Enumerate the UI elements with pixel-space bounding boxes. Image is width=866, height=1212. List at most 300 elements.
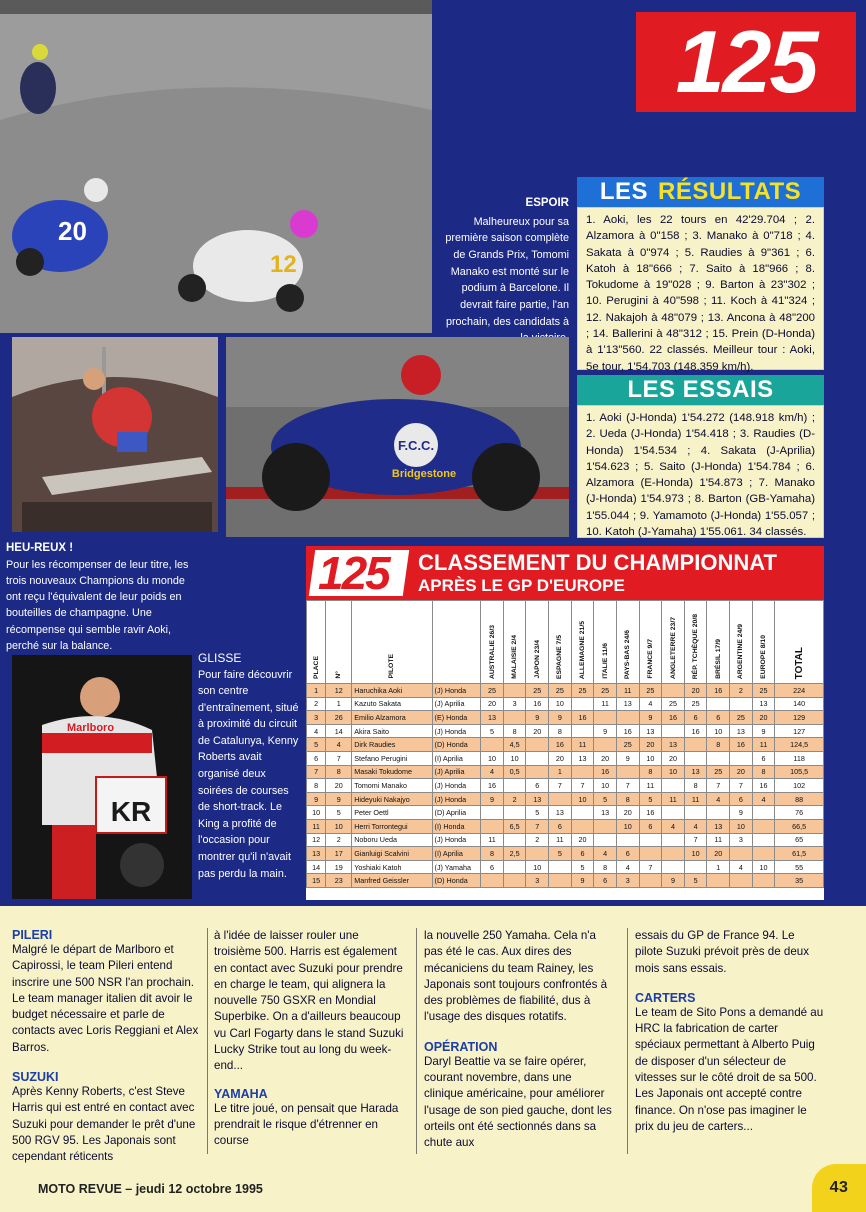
table-cell: (D) Honda: [432, 738, 481, 752]
table-header-cell: [616, 601, 639, 684]
table-cell: 105,5: [775, 765, 824, 779]
table-cell: 20: [481, 697, 504, 711]
table-cell: 11: [752, 738, 775, 752]
table-cell: 2: [326, 833, 352, 847]
table-cell: [752, 833, 775, 847]
table-cell: 11: [307, 819, 326, 833]
table-header-label: TOTAL: [793, 646, 805, 679]
table-cell: 9: [662, 874, 685, 888]
table-header-cell: [307, 601, 326, 684]
table-cell: 11: [549, 833, 572, 847]
table-cell: [684, 751, 707, 765]
plate-kr: KR: [110, 796, 152, 827]
table-cell: 12: [326, 684, 352, 698]
table-row: [307, 833, 824, 847]
table-header-label: RÉP. TCHÈQUE 20/8: [692, 613, 700, 679]
column-divider: [416, 928, 417, 1154]
col-1: [12, 926, 202, 1166]
table-header-cell: [526, 601, 549, 684]
table-cell: 8: [616, 792, 639, 806]
table-cell: Manfred Geissler: [352, 874, 432, 888]
table-cell: 20: [526, 724, 549, 738]
table-cell: 66,5: [775, 819, 824, 833]
table-cell: 7: [549, 779, 572, 793]
table-cell: 6: [481, 860, 504, 874]
table-cell: [616, 765, 639, 779]
table-cell: 16: [752, 779, 775, 793]
table-cell: [481, 738, 504, 752]
table-cell: 10: [662, 765, 685, 779]
col-text-suzuki: Après Kenny Roberts, c'est Steve Harris qui est entré en contact avec Suzuki pour demander le prêt d'une 500 RGV 95. Les Japonais sont cependant réticents: [12, 1085, 196, 1164]
table-cell: 8: [326, 765, 352, 779]
table-cell: 8: [639, 765, 662, 779]
essais-header-text: LES ESSAIS: [627, 376, 774, 403]
table-cell: 11: [684, 792, 707, 806]
table-cell: 8: [684, 779, 707, 793]
table-cell: 16: [662, 711, 685, 725]
table-cell: (J) Honda: [432, 833, 481, 847]
table-row: [307, 819, 824, 833]
table-cell: 11: [616, 684, 639, 698]
table-cell: 5: [326, 806, 352, 820]
table-cell: [662, 860, 685, 874]
table-cell: [526, 738, 549, 752]
table-cell: 65: [775, 833, 824, 847]
table-cell: 3: [503, 697, 526, 711]
table-cell: [526, 751, 549, 765]
table-cell: [594, 738, 617, 752]
table-cell: 13: [639, 724, 662, 738]
table-cell: 9: [526, 711, 549, 725]
table-cell: 11: [594, 697, 617, 711]
table-cell: Noboru Ueda: [352, 833, 432, 847]
table-header-cell: [730, 601, 753, 684]
table-header-label: BRÉSIL 17/9: [714, 639, 722, 679]
table-cell: 13: [481, 711, 504, 725]
table-cell: 7: [326, 751, 352, 765]
table-cell: 4: [639, 697, 662, 711]
table-cell: 8: [307, 779, 326, 793]
table-cell: 3: [307, 711, 326, 725]
col-title-carters: CARTERS: [635, 990, 696, 1005]
table-cell: 224: [775, 684, 824, 698]
table-cell: 10: [616, 819, 639, 833]
table-cell: 2: [730, 684, 753, 698]
table-header-label: ALLEMAGNE 21/5: [579, 620, 586, 679]
table-cell: 13: [662, 738, 685, 752]
table-header-cell: [549, 601, 572, 684]
table-cell: 129: [775, 711, 824, 725]
table-header-label: AUSTRALIE 26/3: [488, 624, 496, 679]
table-cell: (J) Honda: [432, 684, 481, 698]
col-text-operation: Daryl Beattie va se faire opérer, courant novembre, dans une clinique américaine, pour améliorer l'usage de son pied gauche, dont les orteils ont été sectionnés dans sa chute aux: [424, 1054, 612, 1150]
table-cell: (D) Honda: [432, 874, 481, 888]
table-cell: 2: [526, 833, 549, 847]
table-cell: 1: [549, 765, 572, 779]
table-cell: Herri Torrontegui: [352, 819, 432, 833]
table-cell: 20: [594, 751, 617, 765]
table-cell: [752, 819, 775, 833]
table-cell: Peter Oettl: [352, 806, 432, 820]
table-cell: 10: [326, 819, 352, 833]
classement-table-wrap: [306, 600, 824, 900]
photo-race-track: [0, 0, 432, 333]
col-3: [424, 928, 614, 1152]
bike-number-20: 20: [58, 216, 87, 246]
table-cell: 4: [662, 819, 685, 833]
table-header-label: ARGENTINE 24/9: [737, 623, 745, 679]
table-header-cell: [639, 601, 662, 684]
footer-page-number: 43: [829, 1179, 849, 1196]
category-badge-125-text: 125: [675, 12, 817, 111]
col-text-carters: Le team de Sito Pons a demandé au HRC la fabrication de carter spéciaux permettant à Alberto Puig de disposer d'un sélecteur de vitesses sur le côté droit de sa 500. Les Japonais ont accepté contre finance. On n'ose pas imaginer le prix du jeu de carters...: [635, 1005, 824, 1133]
table-cell: 9: [639, 711, 662, 725]
caption-glisse-text: Pour faire découvrir son centre d'entraînement, situé à proximité du circuit de Catalunya, Kenny Roberts avait organisé deux soirées de courses de short-track. Le King a profité de l'occasion pour montrer qu'il n'avait pas perdu la main.: [198, 668, 299, 880]
table-row: [307, 697, 824, 711]
table-cell: 4: [684, 819, 707, 833]
caption-glisse: [198, 650, 302, 882]
table-row: [307, 738, 824, 752]
table-cell: 16: [526, 697, 549, 711]
table-cell: [594, 819, 617, 833]
table-cell: 25: [684, 697, 707, 711]
table-header-cell: [352, 601, 432, 684]
table-row: [307, 779, 824, 793]
table-cell: [707, 751, 730, 765]
table-cell: 1: [307, 684, 326, 698]
table-cell: 11: [481, 833, 504, 847]
table-cell: [662, 847, 685, 861]
table-cell: 2,5: [503, 847, 526, 861]
table-cell: [594, 833, 617, 847]
table-cell: 7: [639, 860, 662, 874]
table-cell: [639, 833, 662, 847]
table-row: [307, 711, 824, 725]
resultats-text: 1. Aoki, les 22 tours en 42'29.704 ; 2. Alzamora à 0"158 ; 3. Manako à 0"718 ; 4. Sakata à 0"974 ; 5. Raudies à 9"361 ; 6. Katoh à 18"666 ; 7. Saito à 18"966 ; 8. Tokudome à 19"028 ; 9. Barton à 23"302 ; 10. Perugini à 40"598 ; 11. Koch à 41"324 ; 12. Nakajoh à 48"079 ; 13. Ancona à 48"200 ; 14. Ballerini à 48"312 ; 15. Prein (D-Honda) à 1'13"560. 22 classés. Meilleur tour : Aoki, 5e tour, 1'54.703 (148.359 km/h).: [586, 214, 815, 373]
caption-espoir-text: Malheureux pour sa première saison complète de Grands Prix, Tomomi Manako est monté sur le podium à Barcelone. Il devrait faire partie, l'an prochain, des candidats à: [445, 215, 569, 328]
table-cell: 5: [594, 792, 617, 806]
table-cell: Kazuto Sakata: [352, 697, 432, 711]
table-cell: 6: [594, 874, 617, 888]
table-cell: 10: [503, 751, 526, 765]
table-cell: 15: [307, 874, 326, 888]
table-cell: [503, 806, 526, 820]
table-cell: [707, 874, 730, 888]
table-cell: 20: [662, 751, 685, 765]
caption-glisse-title: GLISSE: [198, 651, 242, 665]
table-cell: [503, 711, 526, 725]
table-header-label: PLACE: [312, 655, 320, 679]
table-cell: [549, 860, 572, 874]
table-cell: 4: [752, 792, 775, 806]
table-cell: 6,5: [503, 819, 526, 833]
table-cell: 9: [616, 751, 639, 765]
caption-espoir-title: ESPOIR: [525, 197, 569, 209]
table-cell: 11: [707, 833, 730, 847]
table-cell: 16: [684, 724, 707, 738]
table-cell: [549, 792, 572, 806]
table-cell: 4: [481, 765, 504, 779]
table-cell: (E) Honda: [432, 711, 481, 725]
table-cell: [503, 860, 526, 874]
table-cell: [571, 806, 594, 820]
table-cell: [730, 751, 753, 765]
col-text-harris: à l'idée de laisser rouler une troisième 500. Harris est également en contact avec Suzuki pour prendre en charge le team, qui alignera la nouvelle 750 GSXR en Mondial Superbike. On a d'ailleurs beaucoup vu Carl Fogarty dans le stand Suzuki Lucky Strike tout au long du week-end...: [214, 929, 404, 1073]
table-cell: [616, 711, 639, 725]
table-cell: [752, 874, 775, 888]
table-cell: 4: [594, 847, 617, 861]
column-divider: [207, 928, 208, 1154]
table-cell: [752, 847, 775, 861]
table-cell: 16: [616, 724, 639, 738]
classement-title: CLASSEMENT DU CHAMPIONNAT: [418, 550, 777, 575]
table-cell: 25: [526, 684, 549, 698]
table-header-label: FRANCE 9/7: [646, 639, 654, 679]
category-badge-125: [636, 12, 856, 112]
table-cell: [684, 738, 707, 752]
classement-header: [306, 546, 824, 600]
table-cell: 25: [571, 684, 594, 698]
table-cell: 5: [481, 724, 504, 738]
table-cell: (I) Aprilia: [432, 751, 481, 765]
table-cell: [549, 874, 572, 888]
table-cell: [503, 779, 526, 793]
table-cell: 13: [707, 819, 730, 833]
table-header-label: N°: [335, 671, 343, 679]
table-cell: 20: [730, 765, 753, 779]
table-cell: [730, 697, 753, 711]
table-cell: 20: [616, 806, 639, 820]
table-cell: [481, 806, 504, 820]
table-cell: 61,5: [775, 847, 824, 861]
table-cell: (J) Honda: [432, 724, 481, 738]
table-cell: 10: [684, 847, 707, 861]
table-cell: 7: [571, 779, 594, 793]
table-cell: (I) Honda: [432, 819, 481, 833]
table-cell: 3: [616, 874, 639, 888]
table-cell: 3: [730, 833, 753, 847]
table-cell: 5: [571, 860, 594, 874]
col-text-yamaha-cont: la nouvelle 250 Yamaha. Cela n'a pas été le cas. Aux dires des mécaniciens du team Rainey, les Japonais sont toujours confrontés à des problèmes de fiabilité, dus à l'usage des disques rotatifs.: [424, 929, 608, 1024]
table-cell: 7: [684, 833, 707, 847]
table-cell: (J) Aprilia: [432, 765, 481, 779]
table-header-cell: [432, 601, 481, 684]
table-cell: [503, 874, 526, 888]
table-cell: [707, 697, 730, 711]
table-cell: 11: [571, 738, 594, 752]
table-cell: (J) Yamaha: [432, 860, 481, 874]
table-header-label: EUROPE 8/10: [760, 635, 767, 679]
table-row: [307, 684, 824, 698]
table-cell: [707, 806, 730, 820]
photo-kenny-roberts-drawing: [12, 655, 192, 899]
table-cell: [730, 874, 753, 888]
resultats-header-les: LES: [599, 178, 649, 205]
table-row: [307, 874, 824, 888]
table-cell: 1: [326, 697, 352, 711]
table-cell: [571, 765, 594, 779]
table-cell: 16: [571, 711, 594, 725]
table-cell: 16: [730, 738, 753, 752]
col-title-yamaha: YAMAHA: [214, 1086, 268, 1101]
table-cell: 9: [307, 792, 326, 806]
table-cell: 5: [639, 792, 662, 806]
table-cell: [481, 819, 504, 833]
table-cell: [639, 847, 662, 861]
photo-fcc-bike-drawing: [226, 337, 569, 537]
table-header-cell: [571, 601, 594, 684]
col-title-suzuki: SUZUKI: [12, 1070, 59, 1085]
table-header-cell: [326, 601, 352, 684]
table-cell: 10: [730, 819, 753, 833]
table-cell: [662, 724, 685, 738]
table-cell: 9: [326, 792, 352, 806]
table-cell: [481, 874, 504, 888]
table-cell: 6: [707, 711, 730, 725]
table-cell: (J) Aprilia: [432, 697, 481, 711]
table-cell: 1: [707, 860, 730, 874]
table-cell: 25: [707, 765, 730, 779]
table-cell: 25: [481, 684, 504, 698]
table-row: [307, 765, 824, 779]
table-cell: 9: [730, 806, 753, 820]
classement-badge-text: 125: [318, 547, 389, 599]
table-cell: (D) Aprilia: [432, 806, 481, 820]
table-cell: 5: [307, 738, 326, 752]
table-cell: 5: [684, 874, 707, 888]
table-cell: 76: [775, 806, 824, 820]
table-cell: [503, 684, 526, 698]
table-row: [307, 724, 824, 738]
table-cell: 2: [503, 792, 526, 806]
table-header-cell: [752, 601, 775, 684]
table-cell: 8: [503, 724, 526, 738]
table-cell: Tomomi Manako: [352, 779, 432, 793]
table-cell: Dirk Raudies: [352, 738, 432, 752]
col-title-pileri: PILERI: [12, 928, 53, 942]
table-row: [307, 806, 824, 820]
table-header-label: PAYS-BAS 24/6: [624, 629, 632, 679]
table-cell: 9: [752, 724, 775, 738]
table-header-cell: [503, 601, 526, 684]
table-cell: 20: [639, 738, 662, 752]
table-cell: [616, 833, 639, 847]
table-header-label: ANGLETERRE 23/7: [669, 617, 677, 679]
col-2: [214, 928, 404, 1150]
classement-table: [306, 600, 824, 888]
table-cell: 35: [775, 874, 824, 888]
table-cell: 16: [707, 684, 730, 698]
table-cell: 6: [307, 751, 326, 765]
table-cell: 25: [730, 711, 753, 725]
classement-table-head: [307, 601, 824, 684]
table-cell: Haruchika Aoki: [352, 684, 432, 698]
table-cell: 16: [594, 765, 617, 779]
table-cell: 13: [684, 765, 707, 779]
table-cell: 13: [549, 806, 572, 820]
table-header-cell: [481, 601, 504, 684]
table-cell: 4: [307, 724, 326, 738]
table-cell: 6: [526, 779, 549, 793]
table-cell: [571, 697, 594, 711]
table-cell: 10: [571, 792, 594, 806]
table-cell: 5: [526, 806, 549, 820]
table-cell: 25: [752, 684, 775, 698]
table-header-cell: [662, 601, 685, 684]
table-cell: 11: [639, 779, 662, 793]
table-cell: [571, 819, 594, 833]
table-cell: [662, 684, 685, 698]
table-cell: 12: [307, 833, 326, 847]
table-cell: 6: [549, 819, 572, 833]
table-cell: 16: [481, 779, 504, 793]
table-cell: 19: [326, 860, 352, 874]
table-cell: Yoshiaki Katoh: [352, 860, 432, 874]
table-cell: 6: [639, 819, 662, 833]
table-cell: 102: [775, 779, 824, 793]
table-cell: 6: [571, 847, 594, 861]
table-cell: 10: [481, 751, 504, 765]
table-header-label: PILOTE: [388, 654, 396, 679]
table-row: [307, 751, 824, 765]
table-cell: 140: [775, 697, 824, 711]
table-cell: [639, 874, 662, 888]
table-cell: 25: [594, 684, 617, 698]
bike-sponsor-fcc: F.C.C.: [397, 438, 435, 453]
table-cell: 4: [730, 860, 753, 874]
table-cell: 10: [752, 860, 775, 874]
table-header-label: JAPON 23/4: [533, 640, 541, 679]
table-cell: 124,5: [775, 738, 824, 752]
table-cell: 20: [684, 684, 707, 698]
table-cell: Hideyuki Nakajyo: [352, 792, 432, 806]
table-cell: 10: [707, 724, 730, 738]
table-cell: 4: [707, 792, 730, 806]
table-cell: 118: [775, 751, 824, 765]
bike-number-12: 12: [270, 251, 297, 278]
table-cell: 88: [775, 792, 824, 806]
resultats-panel: [577, 207, 824, 373]
table-cell: 25: [616, 738, 639, 752]
table-cell: 6: [730, 792, 753, 806]
table-cell: 9: [481, 792, 504, 806]
table-cell: [662, 806, 685, 820]
table-cell: [662, 779, 685, 793]
classement-subtitle: APRÈS LE GP D'EUROPE: [418, 576, 625, 595]
table-cell: 7: [526, 819, 549, 833]
table-cell: 26: [326, 711, 352, 725]
table-cell: (J) Honda: [432, 792, 481, 806]
table-row: [307, 792, 824, 806]
table-cell: 10: [307, 806, 326, 820]
footer-publication: MOTO REVUE – jeudi 12 octobre 1995: [38, 1182, 263, 1196]
table-cell: 2: [307, 697, 326, 711]
table-cell: 7: [707, 779, 730, 793]
table-cell: 9: [549, 711, 572, 725]
table-cell: 11: [662, 792, 685, 806]
table-cell: 10: [526, 860, 549, 874]
table-cell: [662, 833, 685, 847]
photo-champagne-scale-drawing: [12, 337, 218, 532]
table-header-cell: [707, 601, 730, 684]
table-row: [307, 847, 824, 861]
table-cell: 4: [616, 860, 639, 874]
table-cell: 23: [326, 874, 352, 888]
table-cell: 25: [662, 697, 685, 711]
photo-fcc-bike: [226, 337, 569, 537]
table-cell: 127: [775, 724, 824, 738]
table-cell: 8: [481, 847, 504, 861]
